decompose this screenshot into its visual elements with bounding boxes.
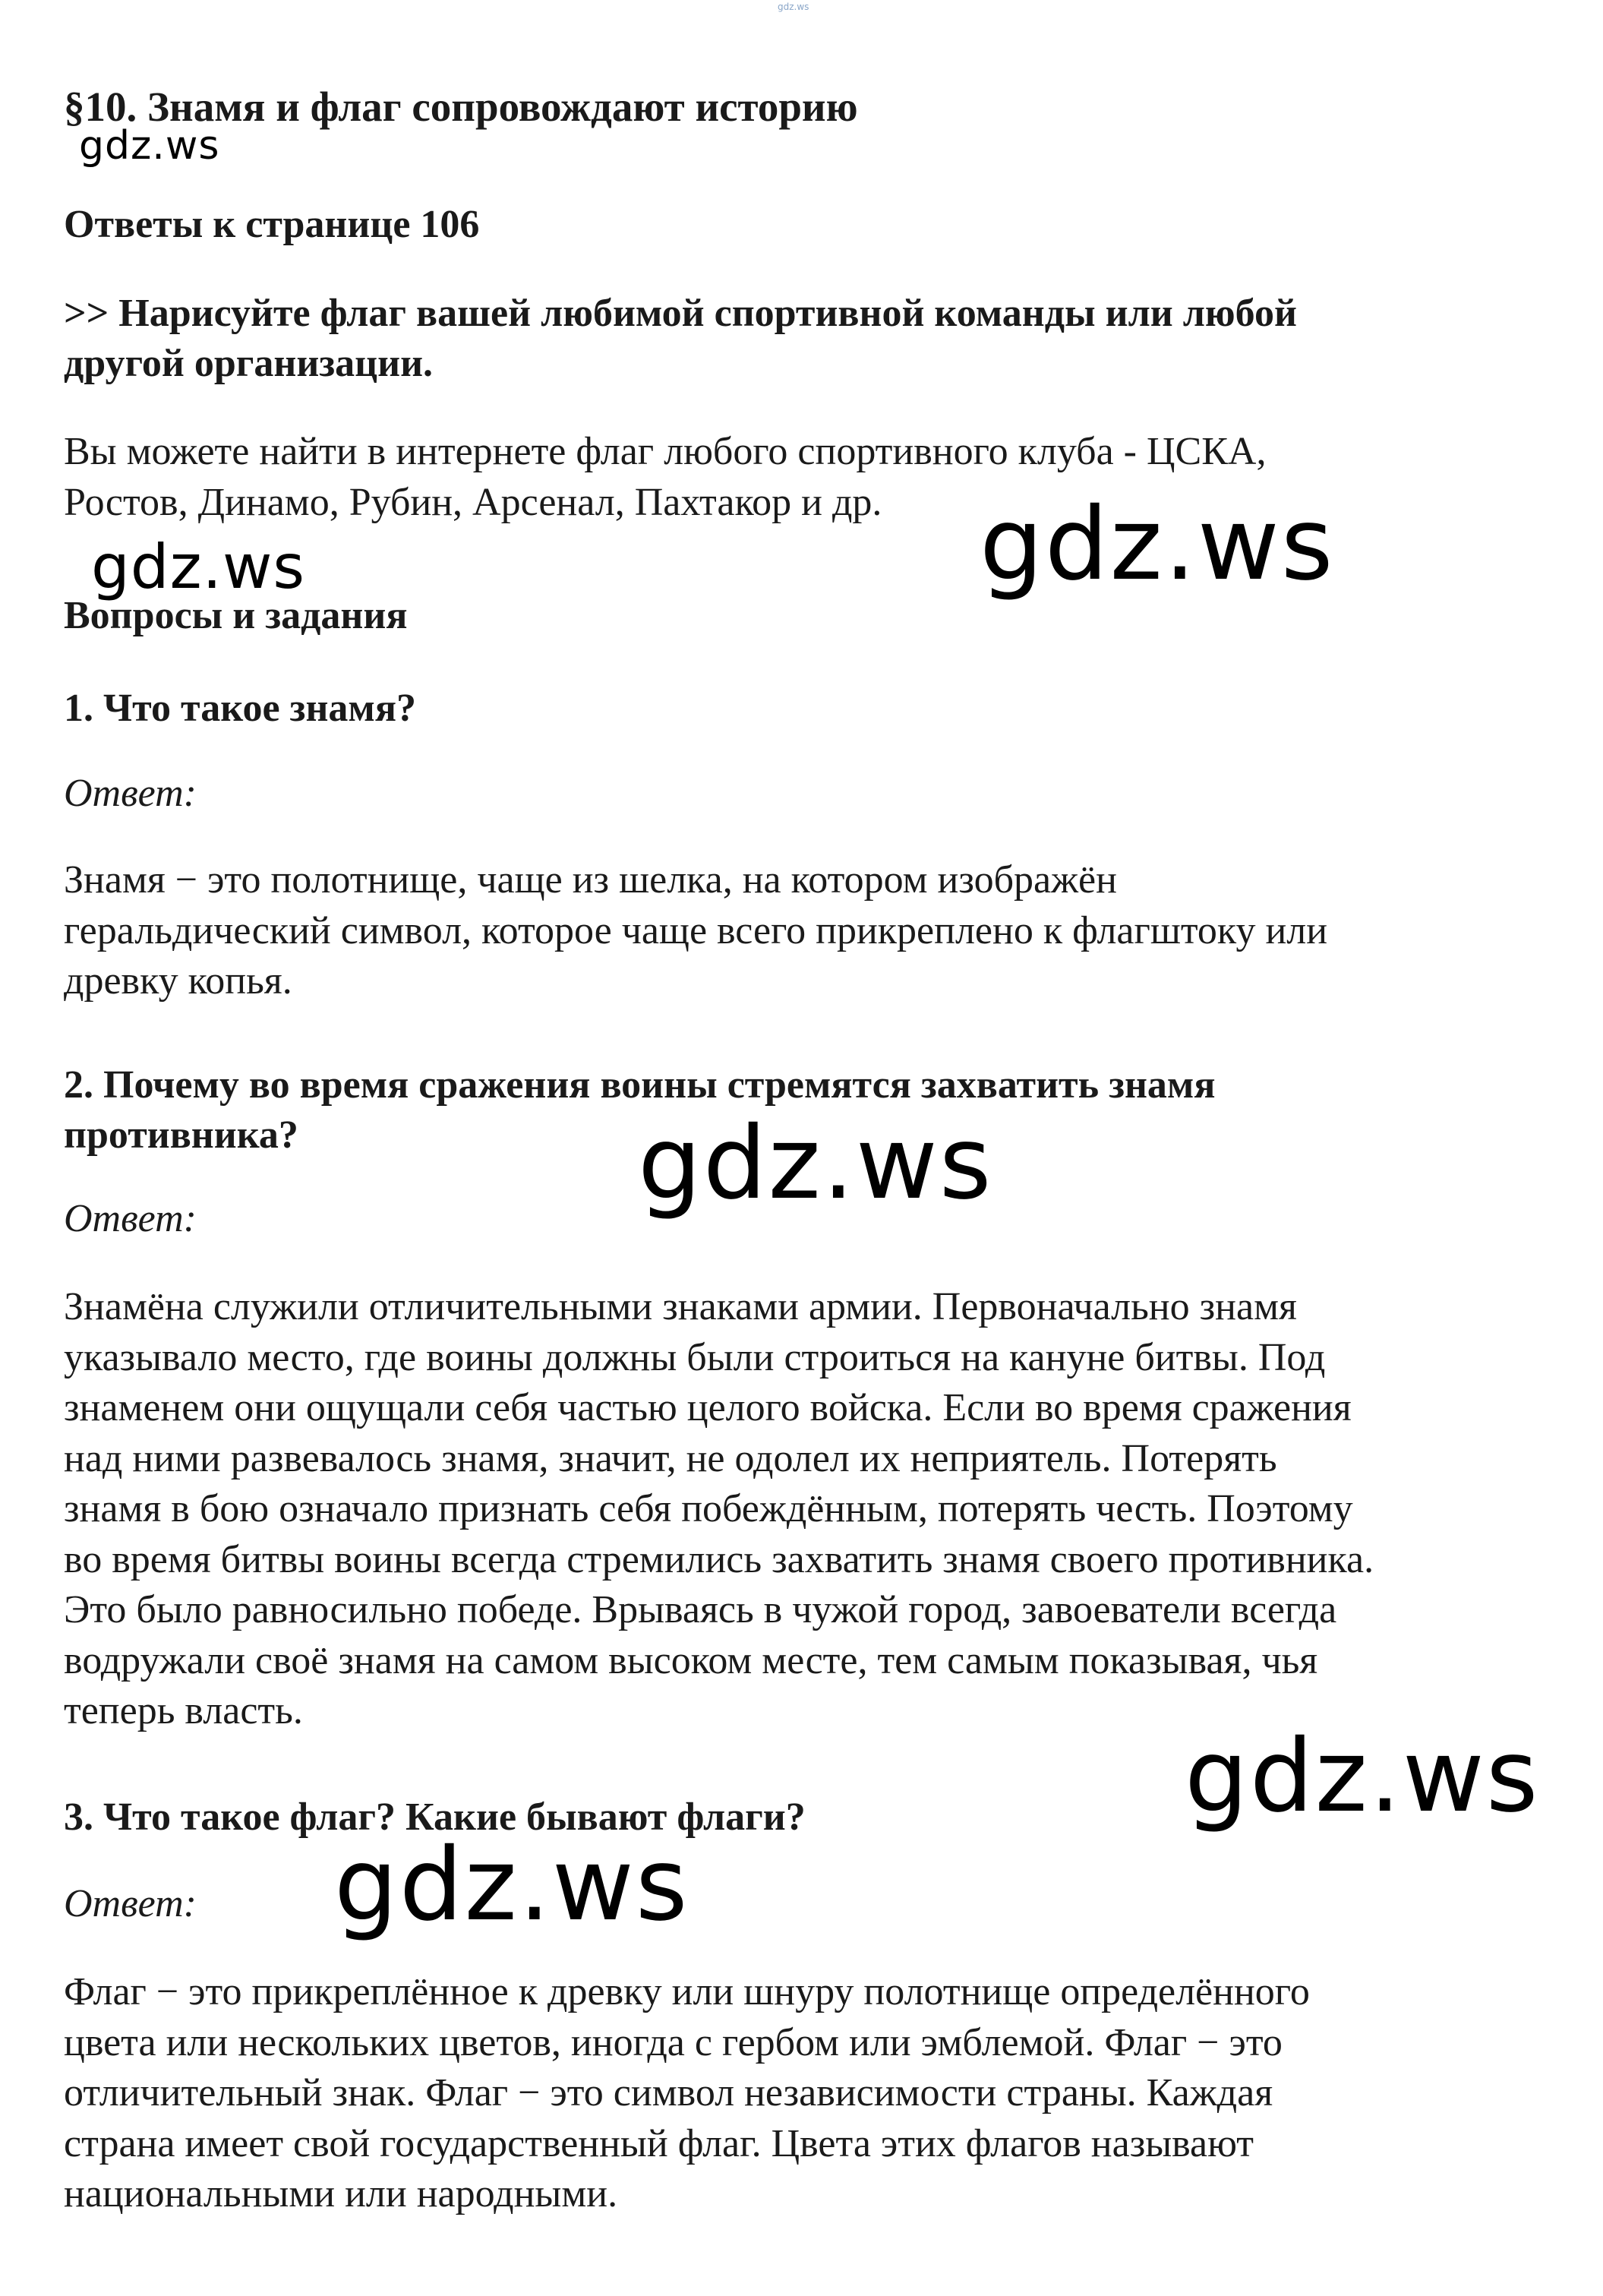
answer-label-2: Ответ:	[64, 1197, 197, 1240]
watermark: gdz.ws	[334, 1827, 689, 1944]
page-title: §10. Знамя и флаг сопровождают историю	[64, 84, 858, 130]
answer-2	[64, 1282, 1374, 1737]
task-flag-line: >> Нарисуйте флаг вашей любимой спортивной команды или любой	[64, 292, 1297, 335]
watermark: gdz.ws	[980, 486, 1335, 603]
watermark: gdz.ws	[79, 123, 220, 169]
answer-3-line: страна имеет свой государственный флаг. Цвета этих флагов называют	[64, 2121, 1254, 2165]
question-2-line: 2. Почему во время сражения воины стремятся захватить знамя	[64, 1063, 1216, 1107]
watermark: gdz.ws	[1185, 1718, 1540, 1835]
answer-2-line: водружали своё знамя на самом высоком месте, тем самым показывая, чья	[64, 1638, 1318, 1682]
task-flag-answer-line: Вы можете найти в интернете флаг любого спортивного клуба - ЦСКА,	[64, 430, 1267, 473]
answer-3-line: национальными или народными.	[64, 2172, 618, 2215]
watermark: gdz.ws	[638, 1105, 993, 1222]
answer-2-line: над ними развевалось знамя, значит, не одолел их неприятель. Потерять	[64, 1436, 1277, 1480]
question-2-line: противника?	[64, 1113, 298, 1157]
page-answers-heading: Ответы к странице 106	[64, 203, 480, 246]
task-flag-answer-line: Ростов, Динамо, Рубин, Арсенал, Пахтакор и др.	[64, 480, 882, 524]
top-watermark: gdz.ws	[778, 2, 809, 12]
answer-3-line: Флаг − это прикреплённое к древку или шнуру полотнище определённого	[64, 1970, 1310, 2013]
question-3: 3. Что такое флаг? Какие бывают флаги?	[64, 1795, 806, 1839]
answer-1-line: геральдический символ, которое чаще всего прикреплено к флагштоку или	[64, 908, 1328, 952]
answer-3	[64, 1967, 1310, 2220]
answer-2-line: теперь власть.	[64, 1689, 303, 1732]
question-1: 1. Что такое знамя?	[64, 687, 416, 730]
answer-2-line: Знамёна служили отличительными знаками армии. Первоначально знамя	[64, 1285, 1297, 1328]
answer-1-line: древку копья.	[64, 959, 292, 1003]
answer-2-line: знаменем они ощущали себя частью целого войска. Если во время сражения	[64, 1386, 1352, 1429]
answer-1	[64, 855, 1327, 1007]
task-flag-line: другой организации.	[64, 342, 434, 385]
answer-label-3: Ответ:	[64, 1882, 197, 1925]
task-flag-prompt	[64, 289, 1297, 389]
answer-2-line: Это было равносильно победе. Врываясь в чужой город, завоеватели всегда	[64, 1588, 1337, 1631]
answer-label-1: Ответ:	[64, 772, 197, 815]
watermark: gdz.ws	[91, 532, 306, 602]
answer-1-line: Знамя − это полотнище, чаще из шелка, на котором изображён	[64, 858, 1117, 902]
answer-2-line: во время битвы воины всегда стремились захватить знамя своего противника.	[64, 1537, 1374, 1581]
questions-heading: Вопросы и задания	[64, 594, 408, 637]
answer-2-line: знамя в бою означало признать себя побеждённым, потерять честь. Поэтому	[64, 1487, 1353, 1530]
answer-3-line: отличительный знак. Флаг − это символ независимости страны. Каждая	[64, 2071, 1273, 2114]
answer-3-line: цвета или нескольких цветов, иногда с гербом или эмблемой. Флаг − это	[64, 2020, 1283, 2064]
answer-2-line: указывало место, где воины должны были строиться на кануне битвы. Под	[64, 1335, 1326, 1379]
